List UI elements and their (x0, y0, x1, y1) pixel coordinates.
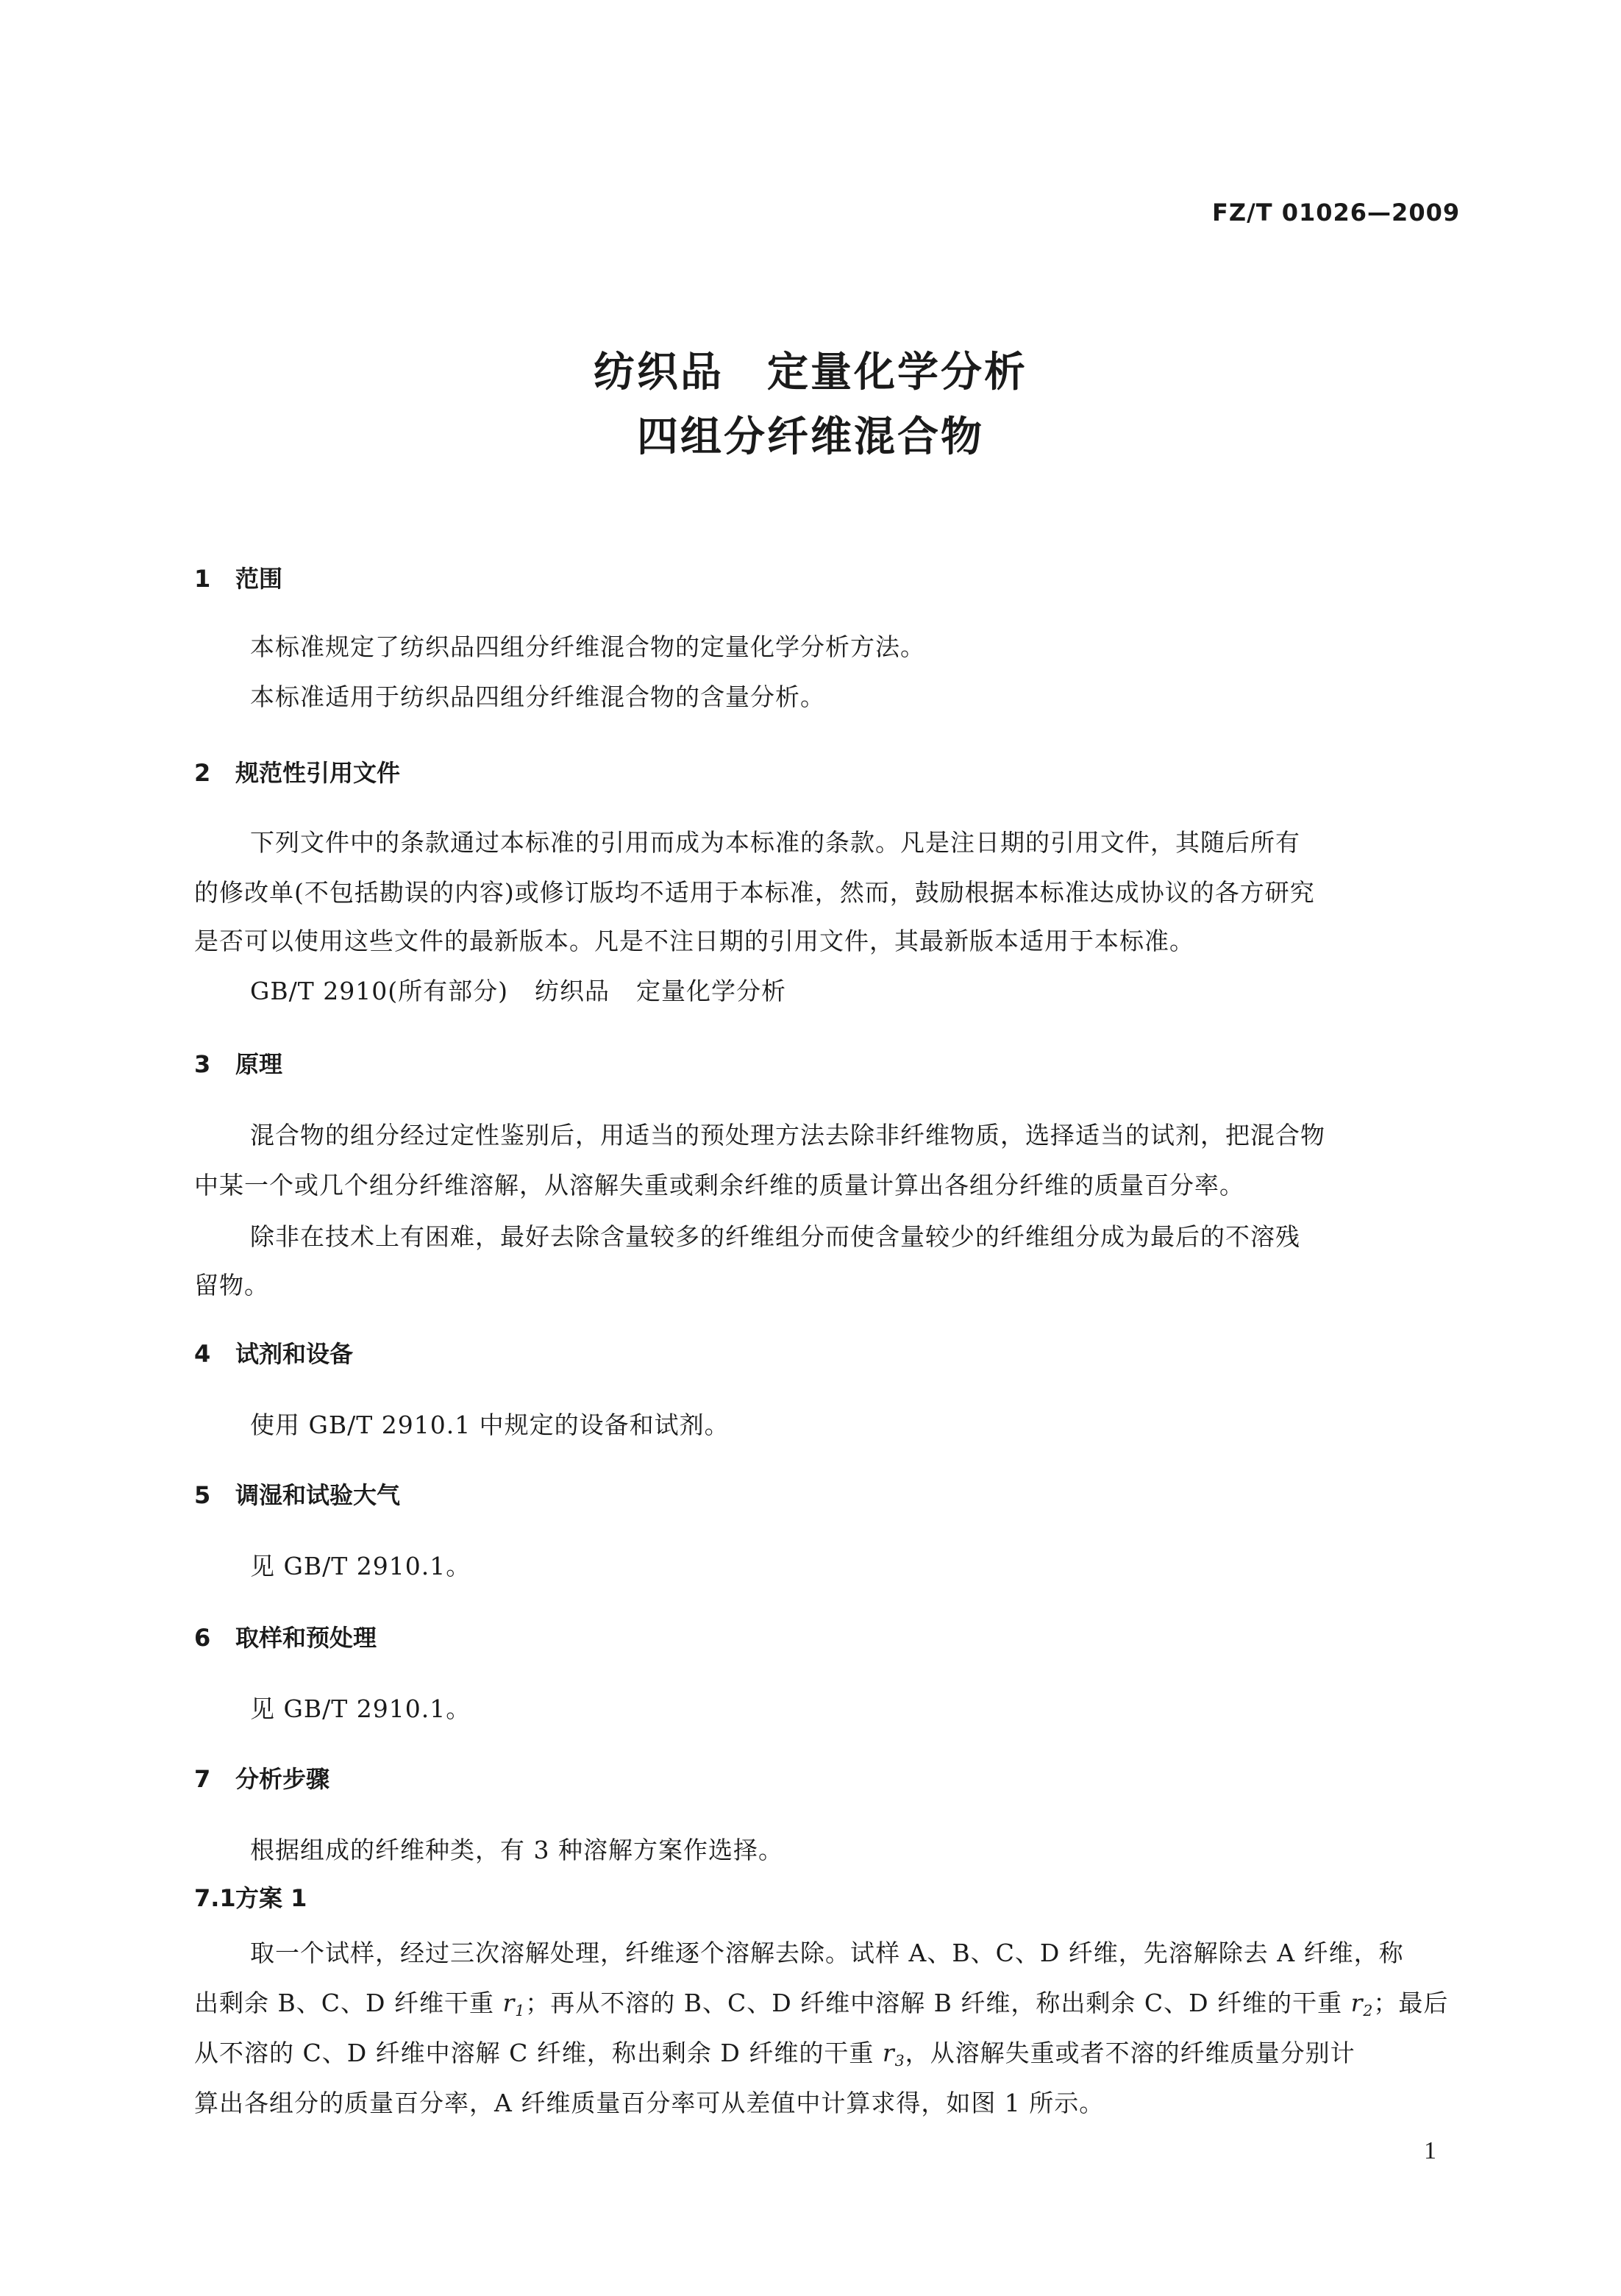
section-number: 7 (194, 1765, 211, 1793)
text-run: ；最后 (1373, 1989, 1449, 2017)
reference-title-b: 定量化学分析 (635, 977, 786, 1005)
variable-r1: $r_1$ (502, 1989, 526, 2020)
paragraph-line: 取一个试样，经过三次溶解处理，纤维逐个溶解去除。试样 A、B、C、D 纤维，先溶解除去 A 纤维，称 (250, 1939, 1404, 1967)
section-4-heading (194, 1336, 353, 1369)
paragraph-line: 的修改单(不包括勘误的内容)或修订版均不适用于本标准，然而，鼓励根据本标准达成协议的各方研究 (194, 878, 1315, 907)
paragraph-line: 中某一个或几个组分纤维溶解，从溶解失重或剩余纤维的质量计算出各组分纤维的质量百分率。 (194, 1171, 1244, 1199)
paragraph-line: 下列文件中的条款通过本标准的引用而成为本标准的条款。凡是注日期的引用文件，其随后所有 (250, 828, 1300, 857)
subsection-7-1-heading (194, 1880, 307, 1914)
text-run: ，从溶解失重或者不溶的纤维质量分别计 (905, 2039, 1355, 2067)
section-1-heading (194, 560, 282, 594)
text-run: ；再从不溶的 B、C、D 纤维中溶解 B 纤维，称出剩余 C、D 纤维的干重 (525, 1989, 1351, 2017)
page-title-line1: 纺织品 定量化学分析 (594, 349, 1027, 396)
section-title: 分析步骤 (235, 1765, 330, 1793)
section-title: 取样和预处理 (235, 1624, 377, 1652)
paragraph: 根据组成的纤维种类，有 3 种溶解方案作选择。 (250, 1836, 783, 1864)
standard-code: FZ/T 01026—2009 (1212, 199, 1461, 227)
subsection-title: 方案 1 (235, 1884, 307, 1912)
section-number: 4 (194, 1340, 211, 1368)
paragraph: 本标准规定了纺织品四组分纤维混合物的定量化学分析方法。 (250, 632, 925, 661)
reference-code: GB/T 2910(所有部分) (250, 977, 508, 1005)
paragraph-line: 留物。 (194, 1271, 269, 1299)
section-number: 3 (194, 1050, 211, 1078)
subsection-number: 7.1 (194, 1884, 236, 1912)
section-5-heading (194, 1477, 400, 1511)
section-title: 范围 (235, 565, 283, 593)
page-title-line2: 四组分纤维混合物 (637, 413, 984, 461)
page-number: 1 (1424, 2137, 1436, 2164)
paragraph-line (194, 2034, 1355, 2069)
section-2-heading (194, 755, 400, 788)
paragraph-line: 算出各组分的质量百分率，A 纤维质量百分率可从差值中计算求得，如图 1 所示。 (194, 2089, 1105, 2117)
paragraph: 见 GB/T 2910.1。 (250, 1694, 471, 1723)
text-run: 出剩余 B、C、D 纤维干重 (194, 1989, 503, 2017)
section-3-heading (194, 1046, 282, 1080)
normative-reference (250, 972, 786, 1007)
paragraph: 本标准适用于纺织品四组分纤维混合物的含量分析。 (250, 682, 825, 711)
paragraph: 见 GB/T 2910.1。 (250, 1552, 471, 1580)
variable-r2: $r_2$ (1350, 1989, 1374, 2020)
section-title: 调湿和试验大气 (235, 1481, 401, 1509)
text-run: 从不溶的 C、D 纤维中溶解 C 纤维，称出剩余 D 纤维的干重 (194, 2039, 883, 2067)
paragraph-line: 除非在技术上有困难，最好去除含量较多的纤维组分而使含量较少的纤维组分成为最后的不溶残 (250, 1222, 1300, 1251)
reference-title-a: 纺织品 (534, 977, 610, 1005)
section-6-heading (194, 1619, 377, 1653)
section-title: 规范性引用文件 (235, 759, 401, 787)
section-number: 6 (194, 1624, 211, 1652)
paragraph-line: 是否可以使用这些文件的最新版本。凡是不注日期的引用文件，其最新版本适用于本标准。 (194, 927, 1194, 955)
section-title: 试剂和设备 (235, 1340, 354, 1368)
section-title: 原理 (235, 1050, 283, 1078)
paragraph-line: 混合物的组分经过定性鉴别后，用适当的预处理方法去除非纤维物质，选择适当的试剂，把混合物 (250, 1121, 1325, 1149)
section-number: 1 (194, 565, 211, 593)
variable-r3: $r_3$ (882, 2039, 905, 2070)
paragraph-line (194, 1984, 1448, 2019)
section-number: 2 (194, 759, 211, 787)
section-7-heading (194, 1761, 329, 1794)
section-number: 5 (194, 1481, 211, 1509)
paragraph: 使用 GB/T 2910.1 中规定的设备和试剂。 (250, 1411, 730, 1439)
